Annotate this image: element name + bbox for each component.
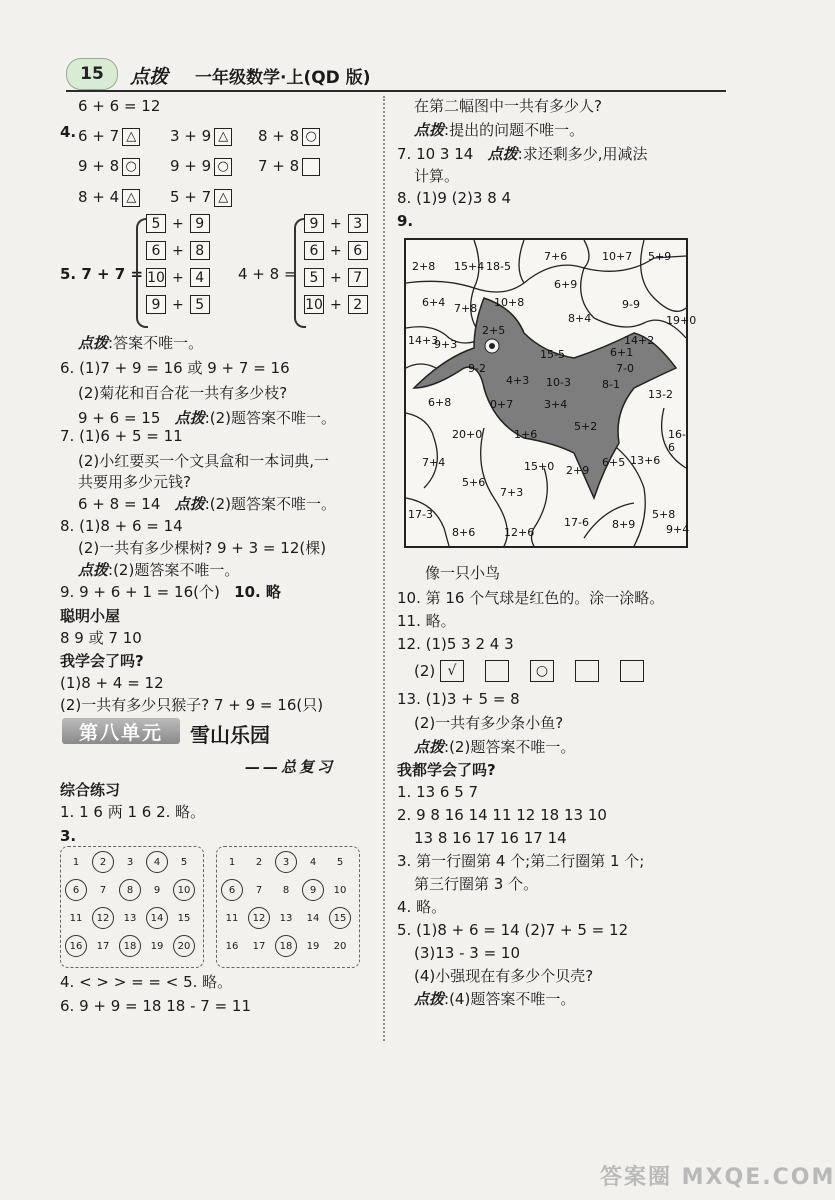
- expression: 9 + 8: [78, 157, 120, 175]
- grid-number: 18: [119, 935, 141, 957]
- addend-box: 5: [304, 268, 324, 287]
- grid-number: 4: [146, 851, 168, 873]
- text-line: 6. 9 + 9 = 18 18 - 7 = 11: [60, 997, 252, 1015]
- puzzle-expression: 14+2: [624, 334, 655, 347]
- equation: 9 + 6 = 15: [78, 409, 161, 427]
- compare-item: [170, 126, 232, 146]
- puzzle-expression: 17-3: [408, 508, 433, 521]
- grid-number: 5: [180, 856, 188, 868]
- grid-number: 5: [336, 856, 344, 868]
- grid-number: 1: [228, 856, 236, 868]
- grid-number: 2: [255, 856, 263, 868]
- section-heading: 我学会了吗?: [60, 652, 144, 670]
- puzzle-expression: 1+6: [514, 428, 538, 441]
- puzzle-expression: 7+4: [422, 456, 446, 469]
- tip-text: :(2)题答案不唯一。: [444, 738, 576, 756]
- addend-box: 6: [348, 241, 368, 260]
- puzzle-expression: 7+8: [454, 302, 478, 315]
- answer-box: △: [122, 128, 140, 146]
- puzzle-expression: 13+6: [630, 454, 661, 467]
- addend-box: 3: [348, 214, 368, 233]
- puzzle-expression: 8-1: [602, 378, 620, 391]
- puzzle-expression: 14+3: [408, 334, 439, 347]
- text-line: 5. (1)8 + 6 = 14 (2)7 + 5 = 12: [397, 921, 629, 939]
- grid-number: 18: [275, 935, 297, 957]
- addend-box: 4: [190, 268, 210, 287]
- answer-box: [302, 158, 320, 176]
- addend-box: 10: [305, 296, 323, 313]
- puzzle-expression: 6+5: [602, 456, 626, 469]
- answer-box: △: [122, 189, 140, 207]
- text-line: (2)一共有多少只猴子? 7 + 9 = 16(只): [60, 696, 324, 714]
- question-5b-label: 4 + 8 =: [238, 265, 297, 283]
- tip-text: :(4)题答案不唯一。: [444, 990, 576, 1008]
- grid-number: 12: [248, 907, 270, 929]
- answer-box: △: [214, 189, 232, 207]
- puzzle-expression: 10+7: [602, 250, 633, 263]
- puzzle-image: [404, 238, 688, 548]
- puzzle-expression: 2+8: [412, 260, 436, 273]
- grid-number: 10: [333, 884, 347, 896]
- puzzle-expression: 15-5: [540, 348, 565, 361]
- puzzle-expression: 5+6: [462, 476, 486, 489]
- puzzle-expression: 10+8: [494, 296, 525, 309]
- text-line: (4)小强现在有多少个贝壳?: [414, 967, 594, 985]
- text-line: 3. 第一行圈第 4 个;第二行圈第 1 个;: [397, 852, 645, 870]
- section-heading: 聪明小屋: [60, 607, 121, 625]
- puzzle-expression: 12+6: [504, 526, 535, 539]
- tip-line: [78, 560, 239, 580]
- section-heading: 我都学会了吗?: [397, 761, 496, 779]
- choice-box: √: [440, 660, 464, 682]
- number-grid-left: [60, 846, 204, 968]
- plus-sign: +: [330, 296, 342, 313]
- grid-number: 17: [252, 940, 266, 952]
- plus-sign: +: [330, 215, 342, 232]
- puzzle-expression: 2+5: [482, 324, 506, 337]
- grid-number: 16: [225, 940, 239, 952]
- puzzle-expression: 13-2: [648, 388, 673, 401]
- grid-number: 7: [99, 884, 107, 896]
- text-line: 2. 9 8 16 14 11 12 18 13 10: [397, 806, 607, 824]
- addend-box: 6: [304, 241, 324, 260]
- grid-number: 6: [65, 879, 87, 901]
- grid-number: 14: [306, 912, 320, 924]
- puzzle-expression: 5+9: [648, 250, 672, 263]
- grid-number: 4: [309, 856, 317, 868]
- choice-box: [485, 660, 509, 682]
- brand-logo: 点拨: [130, 66, 169, 88]
- addend-box: 9: [146, 295, 166, 314]
- text-line: (2)菊花和百合花一共有多少枝?: [78, 384, 288, 402]
- question-number: 3.: [60, 827, 77, 845]
- puzzle-caption: 像一只小鸟: [425, 564, 501, 582]
- compare-item: [78, 187, 140, 207]
- answer-box: ○: [122, 158, 140, 176]
- puzzle-expression: 15+4: [454, 260, 485, 273]
- expression: 3 + 9: [170, 127, 212, 145]
- page-title: 一年级数学·上(QD 版): [195, 68, 371, 88]
- split-pair: [304, 268, 368, 287]
- split-pair: [146, 295, 210, 314]
- puzzle-expression: 7-0: [616, 362, 634, 375]
- number-grid-right: [216, 846, 360, 968]
- tip-line: [414, 989, 575, 1009]
- split-pair: [304, 241, 368, 260]
- text-line: 8. (1)8 + 6 = 14: [60, 517, 183, 535]
- puzzle-expression: 9-9: [622, 298, 640, 311]
- question-5-label: 5. 7 + 7 =: [60, 265, 144, 283]
- text-line: (2)一共有多少棵树? 9 + 3 = 12(棵): [78, 539, 327, 557]
- text-line: 4. 略。: [397, 898, 447, 916]
- answer-box: △: [214, 128, 232, 146]
- answer-9: 9. 9 + 6 + 1 = 16(个): [60, 583, 220, 601]
- grid-number: 6: [221, 879, 243, 901]
- addend-box: 9: [190, 214, 210, 233]
- compare-item: [170, 187, 232, 207]
- text-line: 1. 1 6 两 1 6 2. 略。: [60, 803, 206, 821]
- puzzle-expression: 8+6: [452, 526, 476, 539]
- addend-box: 2: [348, 295, 368, 314]
- text-line: (1)8 + 4 = 12: [60, 674, 164, 692]
- question-number: 9.: [397, 212, 414, 230]
- text-line: [397, 144, 648, 164]
- puzzle-expression: 9-2: [468, 362, 486, 375]
- text-line: 13 8 16 17 16 17 14: [414, 829, 567, 847]
- grid-number: 19: [150, 940, 164, 952]
- grid-number: 12: [92, 907, 114, 929]
- plus-sign: +: [330, 269, 342, 286]
- puzzle-expression: 6+8: [428, 396, 452, 409]
- compare-item: [258, 156, 320, 176]
- tip-text: :提出的问题不唯一。: [444, 121, 585, 139]
- answer-10: 10. 略: [234, 583, 281, 601]
- text-line: (2)一共有多少条小鱼?: [414, 714, 564, 732]
- tip-tag: 点拨: [414, 121, 445, 139]
- grid-number: 9: [153, 884, 161, 896]
- plus-sign: +: [172, 296, 184, 313]
- text-line: (3)13 - 3 = 10: [414, 944, 521, 962]
- split-pair: [146, 214, 210, 233]
- text-line: 第三行圈第 3 个。: [414, 875, 539, 893]
- answer-7: 7. 10 3 14: [397, 145, 474, 163]
- grid-number: 16: [65, 935, 87, 957]
- puzzle-expression: 16-6: [668, 428, 686, 454]
- split-pair: [146, 268, 210, 287]
- answer-box: ○: [302, 128, 320, 146]
- tip-line: [78, 333, 203, 353]
- text-line: 8 9 或 7 10: [60, 629, 142, 647]
- tip-line: [414, 737, 575, 757]
- puzzle-expression: 3+4: [544, 398, 568, 411]
- tip-text: :(2)题答案不唯一。: [204, 409, 337, 427]
- plus-sign: +: [172, 269, 184, 286]
- addend-box: 9: [304, 214, 324, 233]
- puzzle-expression: 15+0: [524, 460, 555, 473]
- compare-item: [170, 156, 232, 176]
- puzzle-expression: 9+4: [666, 523, 690, 536]
- puzzle-expression: 18-5: [486, 260, 511, 273]
- puzzle-expression: 17-6: [564, 516, 589, 529]
- addend-box: 10: [147, 269, 165, 286]
- puzzle-expression: 0+7: [490, 398, 514, 411]
- tip-line: [414, 120, 584, 140]
- expression: 6 + 7: [78, 127, 120, 145]
- expression: 9 + 9: [170, 157, 212, 175]
- text-line: (2)小红要买一个文具盒和一本词典,一: [78, 452, 330, 470]
- text-line: 6 + 6 = 12: [78, 97, 161, 115]
- text-line: 13. (1)3 + 5 = 8: [397, 690, 520, 708]
- text-line: (2): [414, 662, 436, 680]
- tip-tag: 点拨: [78, 561, 109, 579]
- tip-tag: 点拨: [174, 409, 205, 427]
- choice-box: [620, 660, 644, 682]
- text-line: 8. (1)9 (2)3 8 4: [397, 189, 512, 207]
- compare-item: [78, 156, 140, 176]
- grid-number: 7: [255, 884, 263, 896]
- grid-number: 20: [333, 940, 347, 952]
- grid-number: 8: [119, 879, 141, 901]
- grid-number: 20: [173, 935, 195, 957]
- puzzle-expression: 8+9: [612, 518, 636, 531]
- grid-number: 1: [72, 856, 80, 868]
- grid-number: 3: [126, 856, 134, 868]
- puzzle-expression: 4+3: [506, 374, 530, 387]
- tip-text: :答案不唯一。: [108, 334, 204, 352]
- plus-sign: +: [172, 215, 184, 232]
- tip-tag: 点拨: [174, 495, 205, 513]
- split-pair: [304, 214, 368, 233]
- text-line: 10. 第 16 个气球是红色的。涂一涂略。: [397, 589, 665, 607]
- grid-number: 13: [279, 912, 293, 924]
- expression: 8 + 4: [78, 188, 120, 206]
- puzzle-expression: 6+1: [610, 346, 634, 359]
- puzzle-expression: 6+4: [422, 296, 446, 309]
- header-rule: [66, 90, 726, 92]
- unit-banner: 第八单元: [62, 718, 180, 744]
- addend-box: 5: [190, 295, 210, 314]
- puzzle-expression: 7+6: [544, 250, 568, 263]
- tip-tag: 点拨: [414, 738, 445, 756]
- question-number: 4.: [60, 123, 77, 141]
- tip-text: :求还剩多少,用减法: [517, 145, 648, 163]
- grid-number: 11: [69, 912, 83, 924]
- grid-number: 8: [282, 884, 290, 896]
- puzzle-expression: 5+2: [574, 420, 598, 433]
- puzzle-expression: 10-3: [546, 376, 571, 389]
- bird-pupil: [489, 343, 495, 349]
- review-heading: ——总复习: [245, 758, 336, 776]
- unit-name: 雪山乐园: [190, 723, 270, 747]
- expression: 5 + 7: [170, 188, 212, 206]
- puzzle-expression: 9+3: [434, 338, 458, 351]
- text-line: 6. (1)7 + 9 = 16 或 9 + 7 = 16: [60, 359, 290, 377]
- section-heading: 综合练习: [60, 781, 121, 799]
- plus-sign: +: [172, 242, 184, 259]
- grid-number: 19: [306, 940, 320, 952]
- grid-number: 11: [225, 912, 239, 924]
- tip-tag: 点拨: [78, 334, 109, 352]
- split-pair: [146, 241, 210, 260]
- text-line: [78, 494, 336, 514]
- choice-box: ○: [530, 660, 554, 682]
- choice-box: [575, 660, 599, 682]
- tip-tag: 点拨: [414, 990, 445, 1008]
- bird-color-puzzle: [404, 238, 697, 548]
- grid-number: 3: [275, 851, 297, 873]
- plus-sign: +: [330, 242, 342, 259]
- puzzle-expression: 5+8: [652, 508, 676, 521]
- text-line: 4. < > > = = < 5. 略。: [60, 973, 233, 991]
- text-line: 7. (1)6 + 5 = 11: [60, 427, 183, 445]
- grid-number: 13: [123, 912, 137, 924]
- watermark-logo: 答案圈 MXQE.COM: [600, 1165, 835, 1190]
- addend-box: 5: [146, 214, 166, 233]
- puzzle-expression: 19+0: [666, 314, 697, 327]
- text-line: 12. (1)5 3 2 4 3: [397, 635, 514, 653]
- puzzle-expression: 6+9: [554, 278, 578, 291]
- text-line: 共要用多少元钱?: [78, 473, 191, 491]
- grid-number: 15: [177, 912, 191, 924]
- addend-box: 7: [348, 268, 368, 287]
- text-line: 计算。: [414, 167, 460, 185]
- grid-number: 9: [302, 879, 324, 901]
- grid-number: 2: [92, 851, 114, 873]
- puzzle-expression: 8+4: [568, 312, 592, 325]
- grid-number: 17: [96, 940, 110, 952]
- text-line: [60, 582, 281, 602]
- puzzle-expression: 20+0: [452, 428, 483, 441]
- grid-number: 14: [146, 907, 168, 929]
- text-line: [78, 408, 336, 428]
- split-pair: [304, 295, 368, 314]
- tip-tag: 点拨: [487, 145, 518, 163]
- page-number-badge: 15: [66, 58, 118, 90]
- tip-text: :(2)题答案不唯一。: [204, 495, 337, 513]
- addend-box: 8: [190, 241, 210, 260]
- text-line: 在第二幅图中一共有多少人?: [414, 97, 602, 115]
- addend-box: 6: [146, 241, 166, 260]
- text-line: 1. 13 6 5 7: [397, 783, 479, 801]
- grid-number: 15: [329, 907, 351, 929]
- equation: 6 + 8 = 14: [78, 495, 161, 513]
- puzzle-expression: 2+9: [566, 464, 590, 477]
- answer-box: ○: [214, 158, 232, 176]
- expression: 7 + 8: [258, 157, 300, 175]
- expression: 8 + 8: [258, 127, 300, 145]
- text-line: 11. 略。: [397, 612, 456, 630]
- compare-item: [258, 126, 320, 146]
- grid-number: 10: [173, 879, 195, 901]
- tip-text: :(2)题答案不唯一。: [108, 561, 240, 579]
- puzzle-expression: 7+3: [500, 486, 524, 499]
- compare-item: [78, 126, 140, 146]
- column-divider: [383, 96, 385, 1041]
